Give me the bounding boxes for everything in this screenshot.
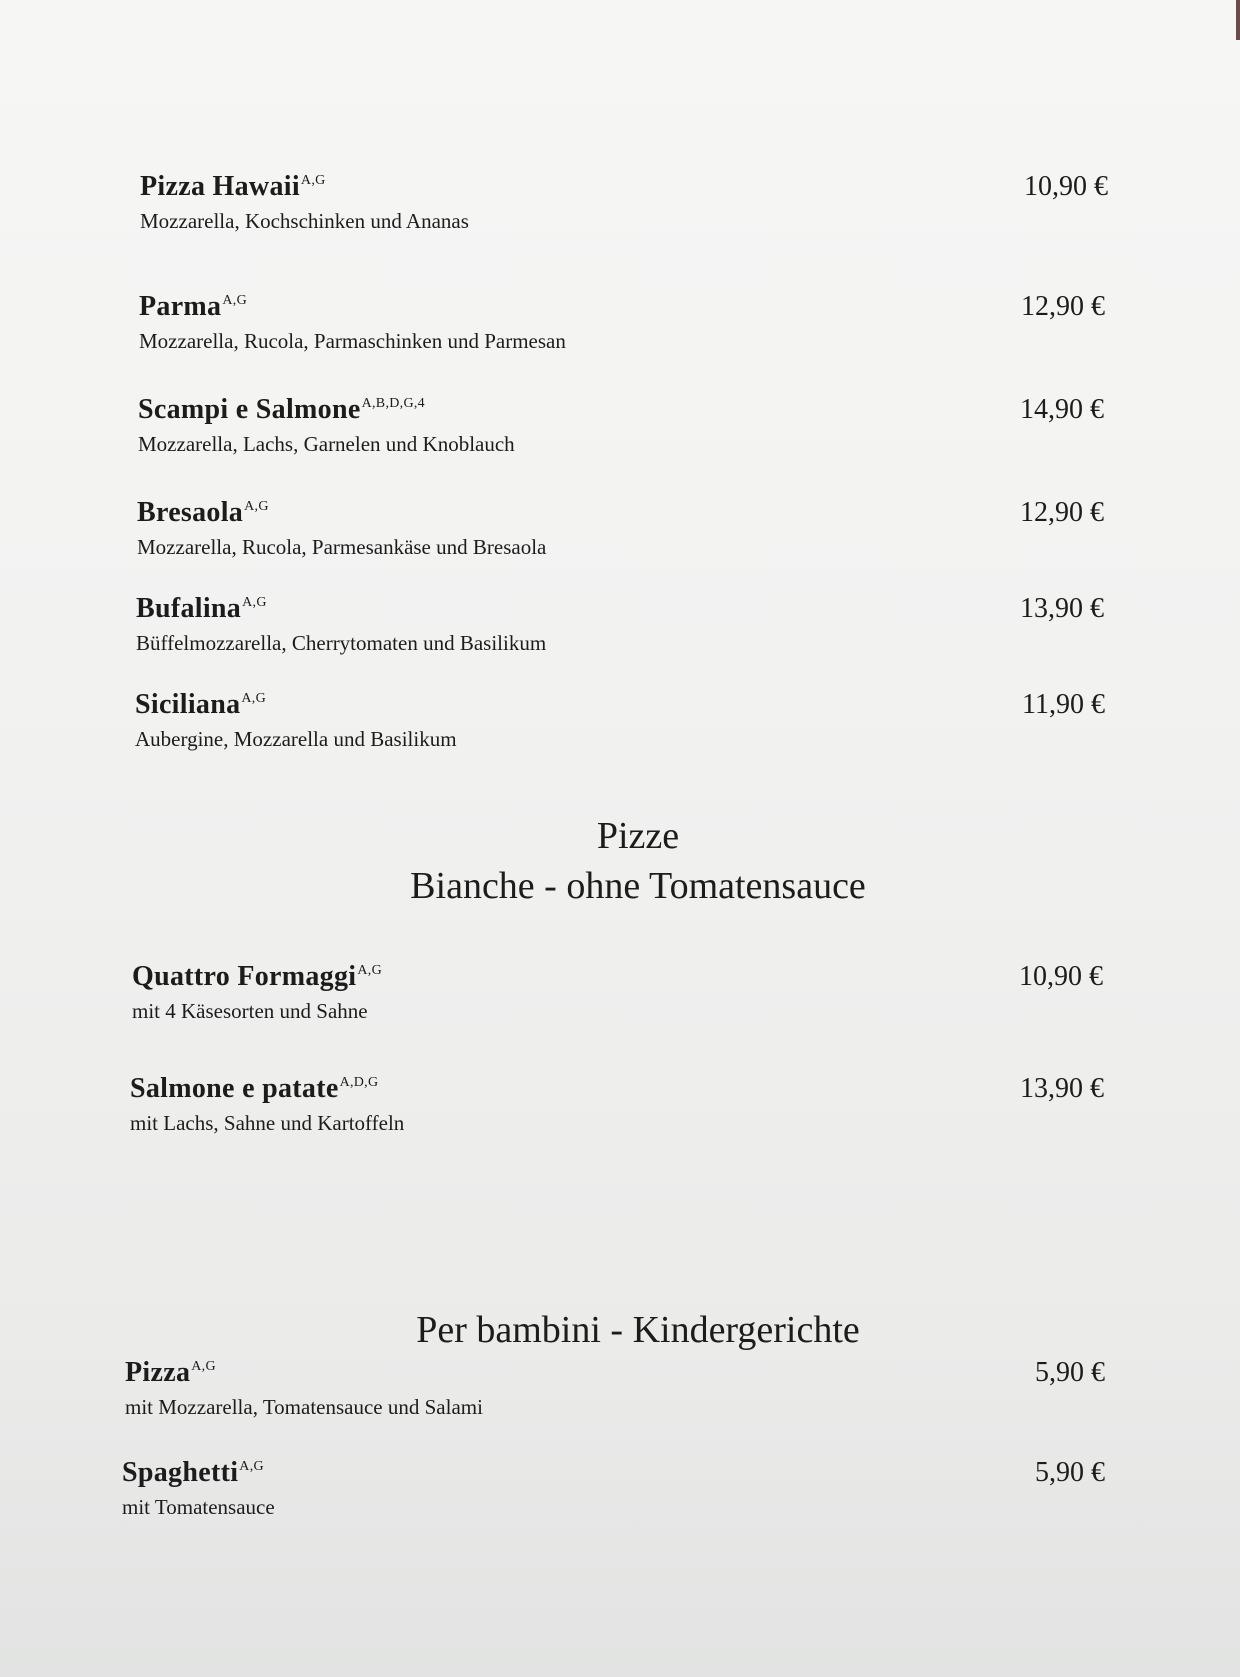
item-description: mit Mozzarella, Tomatensauce und Salami xyxy=(125,1395,483,1419)
allergen-codes: A,G xyxy=(357,963,382,978)
item-name: Spaghetti$^{A,G}$ xyxy=(122,1457,264,1488)
item-description: Mozzarella, Kochschinken und Ananas xyxy=(140,209,469,233)
item-name: Bufalina$^{A,G}$ xyxy=(136,593,267,624)
item-price: 10,90 € xyxy=(1019,961,1103,992)
item-name: Pizza$^{A,G}$ xyxy=(125,1357,216,1388)
item-price: 5,90 € xyxy=(1035,1357,1105,1388)
item-description: Mozzarella, Lachs, Garnelen und Knoblauch xyxy=(138,432,515,456)
allergen-codes: A,D,G xyxy=(339,1075,379,1090)
allergen-codes: A,G xyxy=(242,595,267,610)
menu-item xyxy=(138,393,1104,459)
allergen-codes: A,G xyxy=(191,1359,216,1374)
menu-item xyxy=(132,960,1103,1026)
menu-item xyxy=(130,1072,1104,1138)
item-name: Siciliana$^{A,G}$ xyxy=(135,689,267,720)
item-description: Aubergine, Mozzarella und Basilikum xyxy=(135,727,457,751)
item-name: Pizza Hawaii$^{A,G}$ xyxy=(140,171,326,202)
allergen-codes: A,G xyxy=(241,691,267,706)
item-description: mit 4 Käsesorten und Sahne xyxy=(132,999,368,1023)
allergen-codes: A,B,D,G,4 xyxy=(361,396,425,411)
item-description: mit Tomatensauce xyxy=(122,1495,275,1519)
item-price: 11,90 € xyxy=(1022,689,1105,720)
menu-item xyxy=(136,592,1104,658)
item-price: 13,90 € xyxy=(1020,1073,1104,1104)
item-name: Parma$^{A,G}$ xyxy=(139,291,247,322)
menu-item xyxy=(122,1456,1105,1522)
allergen-codes: A,G xyxy=(300,173,326,188)
item-price: 12,90 € xyxy=(1021,291,1105,322)
menu-item xyxy=(137,496,1104,562)
item-description: Mozzarella, Rucola, Parmesankäse und Bresaola xyxy=(137,535,547,559)
menu-item xyxy=(139,290,1105,356)
item-price: 10,90 € xyxy=(1024,171,1108,202)
item-description: Büffelmozzarella, Cherrytomaten und Basilikum xyxy=(136,631,547,655)
item-name: Bresaola$^{A,G}$ xyxy=(137,497,269,528)
menu-item xyxy=(125,1356,1105,1422)
section-heading: Pizze xyxy=(596,815,680,857)
item-price: 5,90 € xyxy=(1035,1457,1105,1488)
item-description: mit Lachs, Sahne und Kartoffeln xyxy=(130,1111,405,1135)
allergen-codes: A,G xyxy=(244,499,269,514)
section-subheading: Bianche - ohne Tomatensauce xyxy=(410,865,866,907)
item-price: 13,90 € xyxy=(1020,593,1104,624)
item-name: Scampi e Salmone$^{A,B,D,G,4}$ xyxy=(138,394,425,425)
item-price: 14,90 € xyxy=(1020,394,1104,425)
item-price: 12,90 € xyxy=(1020,497,1104,528)
allergen-codes: A,G xyxy=(222,293,247,308)
item-name: Salmone e patate$^{A,D,G}$ xyxy=(130,1073,379,1104)
menu-item xyxy=(135,688,1105,754)
item-name: Quattro Formaggi$^{A,G}$ xyxy=(132,961,382,992)
section-heading: Per bambini - Kindergerichte xyxy=(416,1309,860,1351)
page-edge xyxy=(1236,0,1240,40)
item-description: Mozzarella, Rucola, Parmaschinken und Parmesan xyxy=(139,329,566,353)
allergen-codes: A,G xyxy=(239,1459,264,1474)
menu-item xyxy=(140,170,1108,236)
